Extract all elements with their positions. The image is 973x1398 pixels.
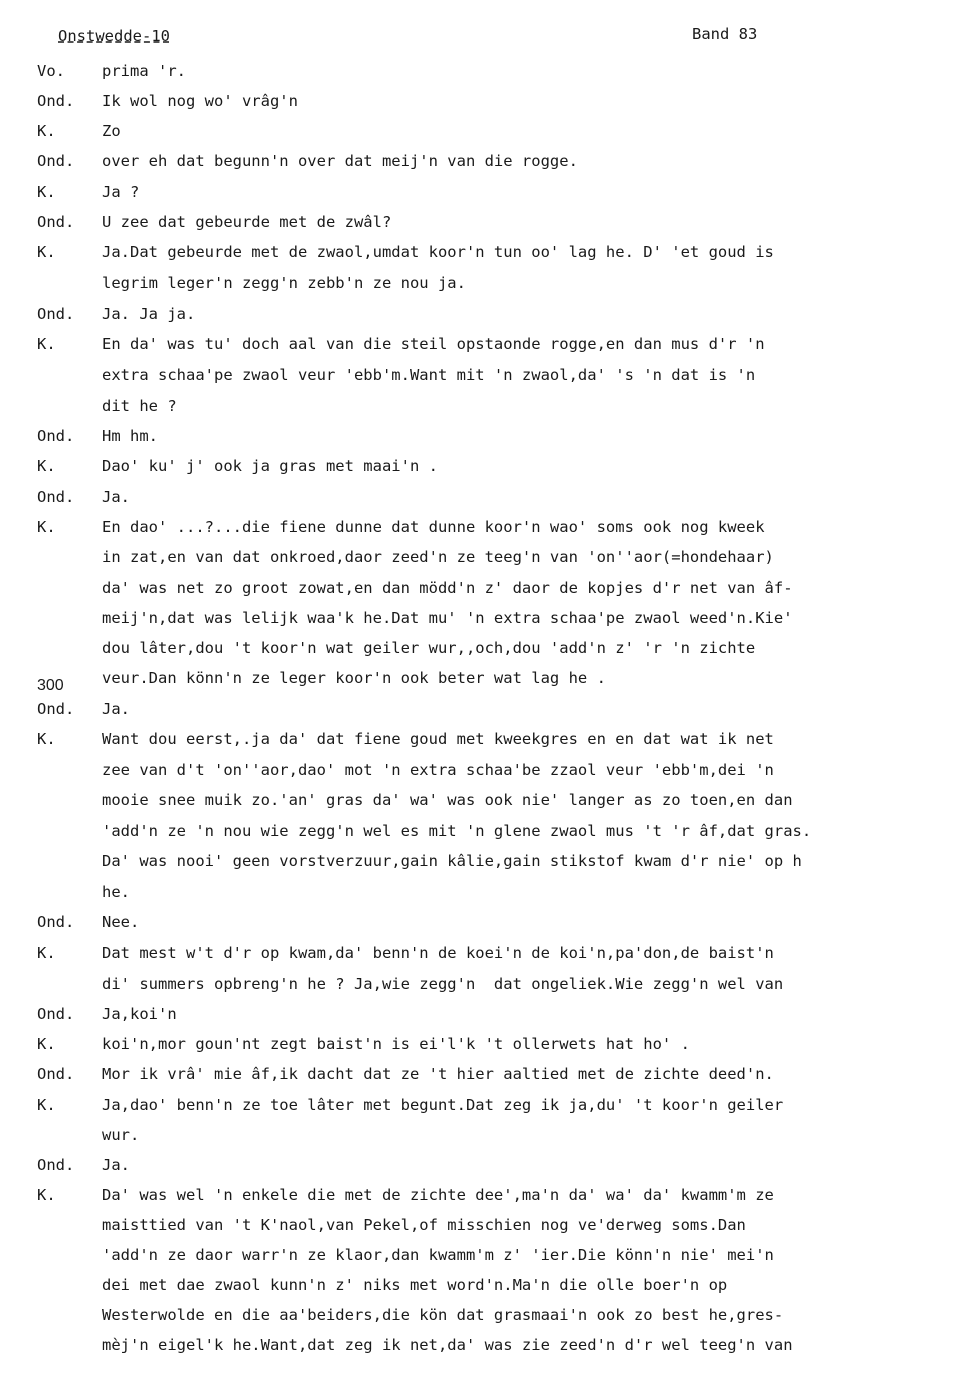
utterance-text: Ja. Ja ja.	[102, 305, 196, 323]
utterance-text: Da' was wel 'n enkele die met de zichte dee',ma'n da' wa' da' kwamm'm ze	[102, 1186, 774, 1204]
utterance-text: Dat mest w't d'r op kwam,da' benn'n de koei'n de koi'n,pa'don,de baist'n	[102, 944, 774, 962]
utterance-text: prima 'r.	[102, 62, 186, 80]
speaker-label: Ond.	[37, 1005, 75, 1023]
file-header: Onstwedde-10	[58, 27, 170, 45]
utterance-text: maisttied van 't K'naol,van Pekel,of misschien nog ve'derweg soms.Dan	[102, 1216, 746, 1234]
utterance-text: Ja.	[102, 488, 130, 506]
utterance-text: mooie snee muik zo.'an' gras da' wa' was ook nie' langer as zo toen,en dan	[102, 791, 793, 809]
speaker-label: K.	[37, 243, 56, 261]
speaker-label: K.	[37, 1096, 56, 1114]
utterance-text: En dao' ...?...die fiene dunne dat dunne koor'n wao' soms ook nog kweek	[102, 518, 765, 536]
utterance-text: Ja.Dat gebeurde met de zwaol,umdat koor'n tun oo' lag he. D' 'et goud is	[102, 243, 774, 261]
speaker-label: Ond.	[37, 92, 75, 110]
speaker-label: K.	[37, 335, 56, 353]
utterance-text: dei met dae zwaol kunn'n z' niks met word'n.Ma'n die olle boer'n op	[102, 1276, 728, 1294]
utterance-text: zee van d't 'on''aor,dao' mot 'n extra schaa'be zzaol veur 'ebb'm,dei 'n	[102, 761, 774, 779]
utterance-text: 'add'n ze 'n nou wie zegg'n wel es mit 'n glene zwaol mus 't 'r âf,dat gras.	[102, 822, 812, 840]
utterance-text: koi'n,mor goun'nt zegt baist'n is ei'l'k 't ollerwets hat ho' .	[102, 1035, 690, 1053]
line-number-note: 300	[37, 677, 64, 694]
speaker-label: K.	[37, 457, 56, 475]
speaker-label: Ond.	[37, 305, 75, 323]
speaker-label: K.	[37, 730, 56, 748]
utterance-text: 'add'n ze daor warr'n ze klaor,dan kwamm'm z' 'ier.Die könn'n nie' mei'n	[102, 1246, 774, 1264]
utterance-text: Ik wol nog wo' vrâg'n	[102, 92, 298, 110]
utterance-text: legrim leger'n zegg'n zebb'n ze nou ja.	[102, 274, 466, 292]
utterance-text: Da' was nooi' geen vorstverzuur,gain kâlie,gain stikstof kwam d'r nie' op h	[102, 852, 802, 870]
band-header: Band 83	[692, 25, 758, 43]
speaker-label: K.	[37, 518, 56, 536]
utterance-text: Ja ?	[102, 183, 140, 201]
speaker-label: Ond.	[37, 1065, 75, 1083]
speaker-label: Ond.	[37, 213, 75, 231]
utterance-text: in zat,en van dat onkroed,daor zeed'n ze teeg'n van 'on''aor(=hondehaar)	[102, 548, 774, 566]
utterance-text: Nee.	[102, 913, 140, 931]
speaker-label: K.	[37, 1186, 56, 1204]
utterance-text: Westerwolde en die aa'beiders,die kön dat grasmaai'n ook zo best he,gres-	[102, 1306, 784, 1324]
utterance-text: di' summers opbreng'n he ? Ja,wie zegg'n dat ongeliek.Wie zegg'n wel van	[102, 975, 784, 993]
utterance-text: Ja,koi'n	[102, 1005, 177, 1023]
speaker-label: Ond.	[37, 152, 75, 170]
speaker-label: Ond.	[37, 427, 75, 445]
utterance-text: Dao' ku' j' ook ja gras met maai'n .	[102, 457, 438, 475]
utterance-text: dit he ?	[102, 397, 177, 415]
utterance-text: dou lâter,dou 't koor'n wat geiler wur,,och,dou 'add'n z' 'r 'n zichte	[102, 639, 756, 657]
speaker-label: K.	[37, 183, 56, 201]
utterance-text: En da' was tu' doch aal van die steil opstaonde rogge,en dan mus d'r 'n	[102, 335, 765, 353]
utterance-text: Ja.	[102, 1156, 130, 1174]
utterance-text: veur.Dan könn'n ze leger koor'n ook beter wat lag he .	[102, 669, 606, 687]
speaker-label: K.	[37, 122, 56, 140]
utterance-text: he.	[102, 883, 130, 901]
utterance-text: Ja.	[102, 700, 130, 718]
utterance-text: U zee dat gebeurde met de zwâl?	[102, 213, 392, 231]
utterance-text: Mor ik vrâ' mie âf,ik dacht dat ze 't hier aaltied met de zichte deed'n.	[102, 1065, 774, 1083]
utterance-text: Want dou eerst,.ja da' dat fiene goud met kweekgres en en dat wat ik net	[102, 730, 774, 748]
utterance-text: Ja,dao' benn'n ze toe lâter met begunt.Dat zeg ik ja,du' 't koor'n geiler	[102, 1096, 784, 1114]
utterance-text: over eh dat begunn'n over dat meij'n van die rogge.	[102, 152, 578, 170]
speaker-label: Ond.	[37, 488, 75, 506]
utterance-text: wur.	[102, 1126, 140, 1144]
utterance-text: meij'n,dat was lelijk waa'k he.Dat mu' 'n extra schaa'pe zwaol weed'n.Kie'	[102, 609, 793, 627]
utterance-text: mèj'n eigel'k he.Want,dat zeg ik net,da' was zie zeed'n d'r wel teeg'n van	[102, 1336, 793, 1354]
speaker-label: K.	[37, 944, 56, 962]
utterance-text: extra schaa'pe zwaol veur 'ebb'm.Want mit 'n zwaol,da' 's 'n dat is 'n	[102, 366, 756, 384]
speaker-label: Ond.	[37, 700, 75, 718]
utterance-text: Zo	[102, 122, 121, 140]
utterance-text: da' was net zo groot zowat,en dan mödd'n z' daor de kopjes d'r net van âf-	[102, 579, 793, 597]
speaker-label: Vo.	[37, 62, 65, 80]
speaker-label: K.	[37, 1035, 56, 1053]
utterance-text: Hm hm.	[102, 427, 158, 445]
speaker-label: Ond.	[37, 1156, 75, 1174]
speaker-label: Ond.	[37, 913, 75, 931]
